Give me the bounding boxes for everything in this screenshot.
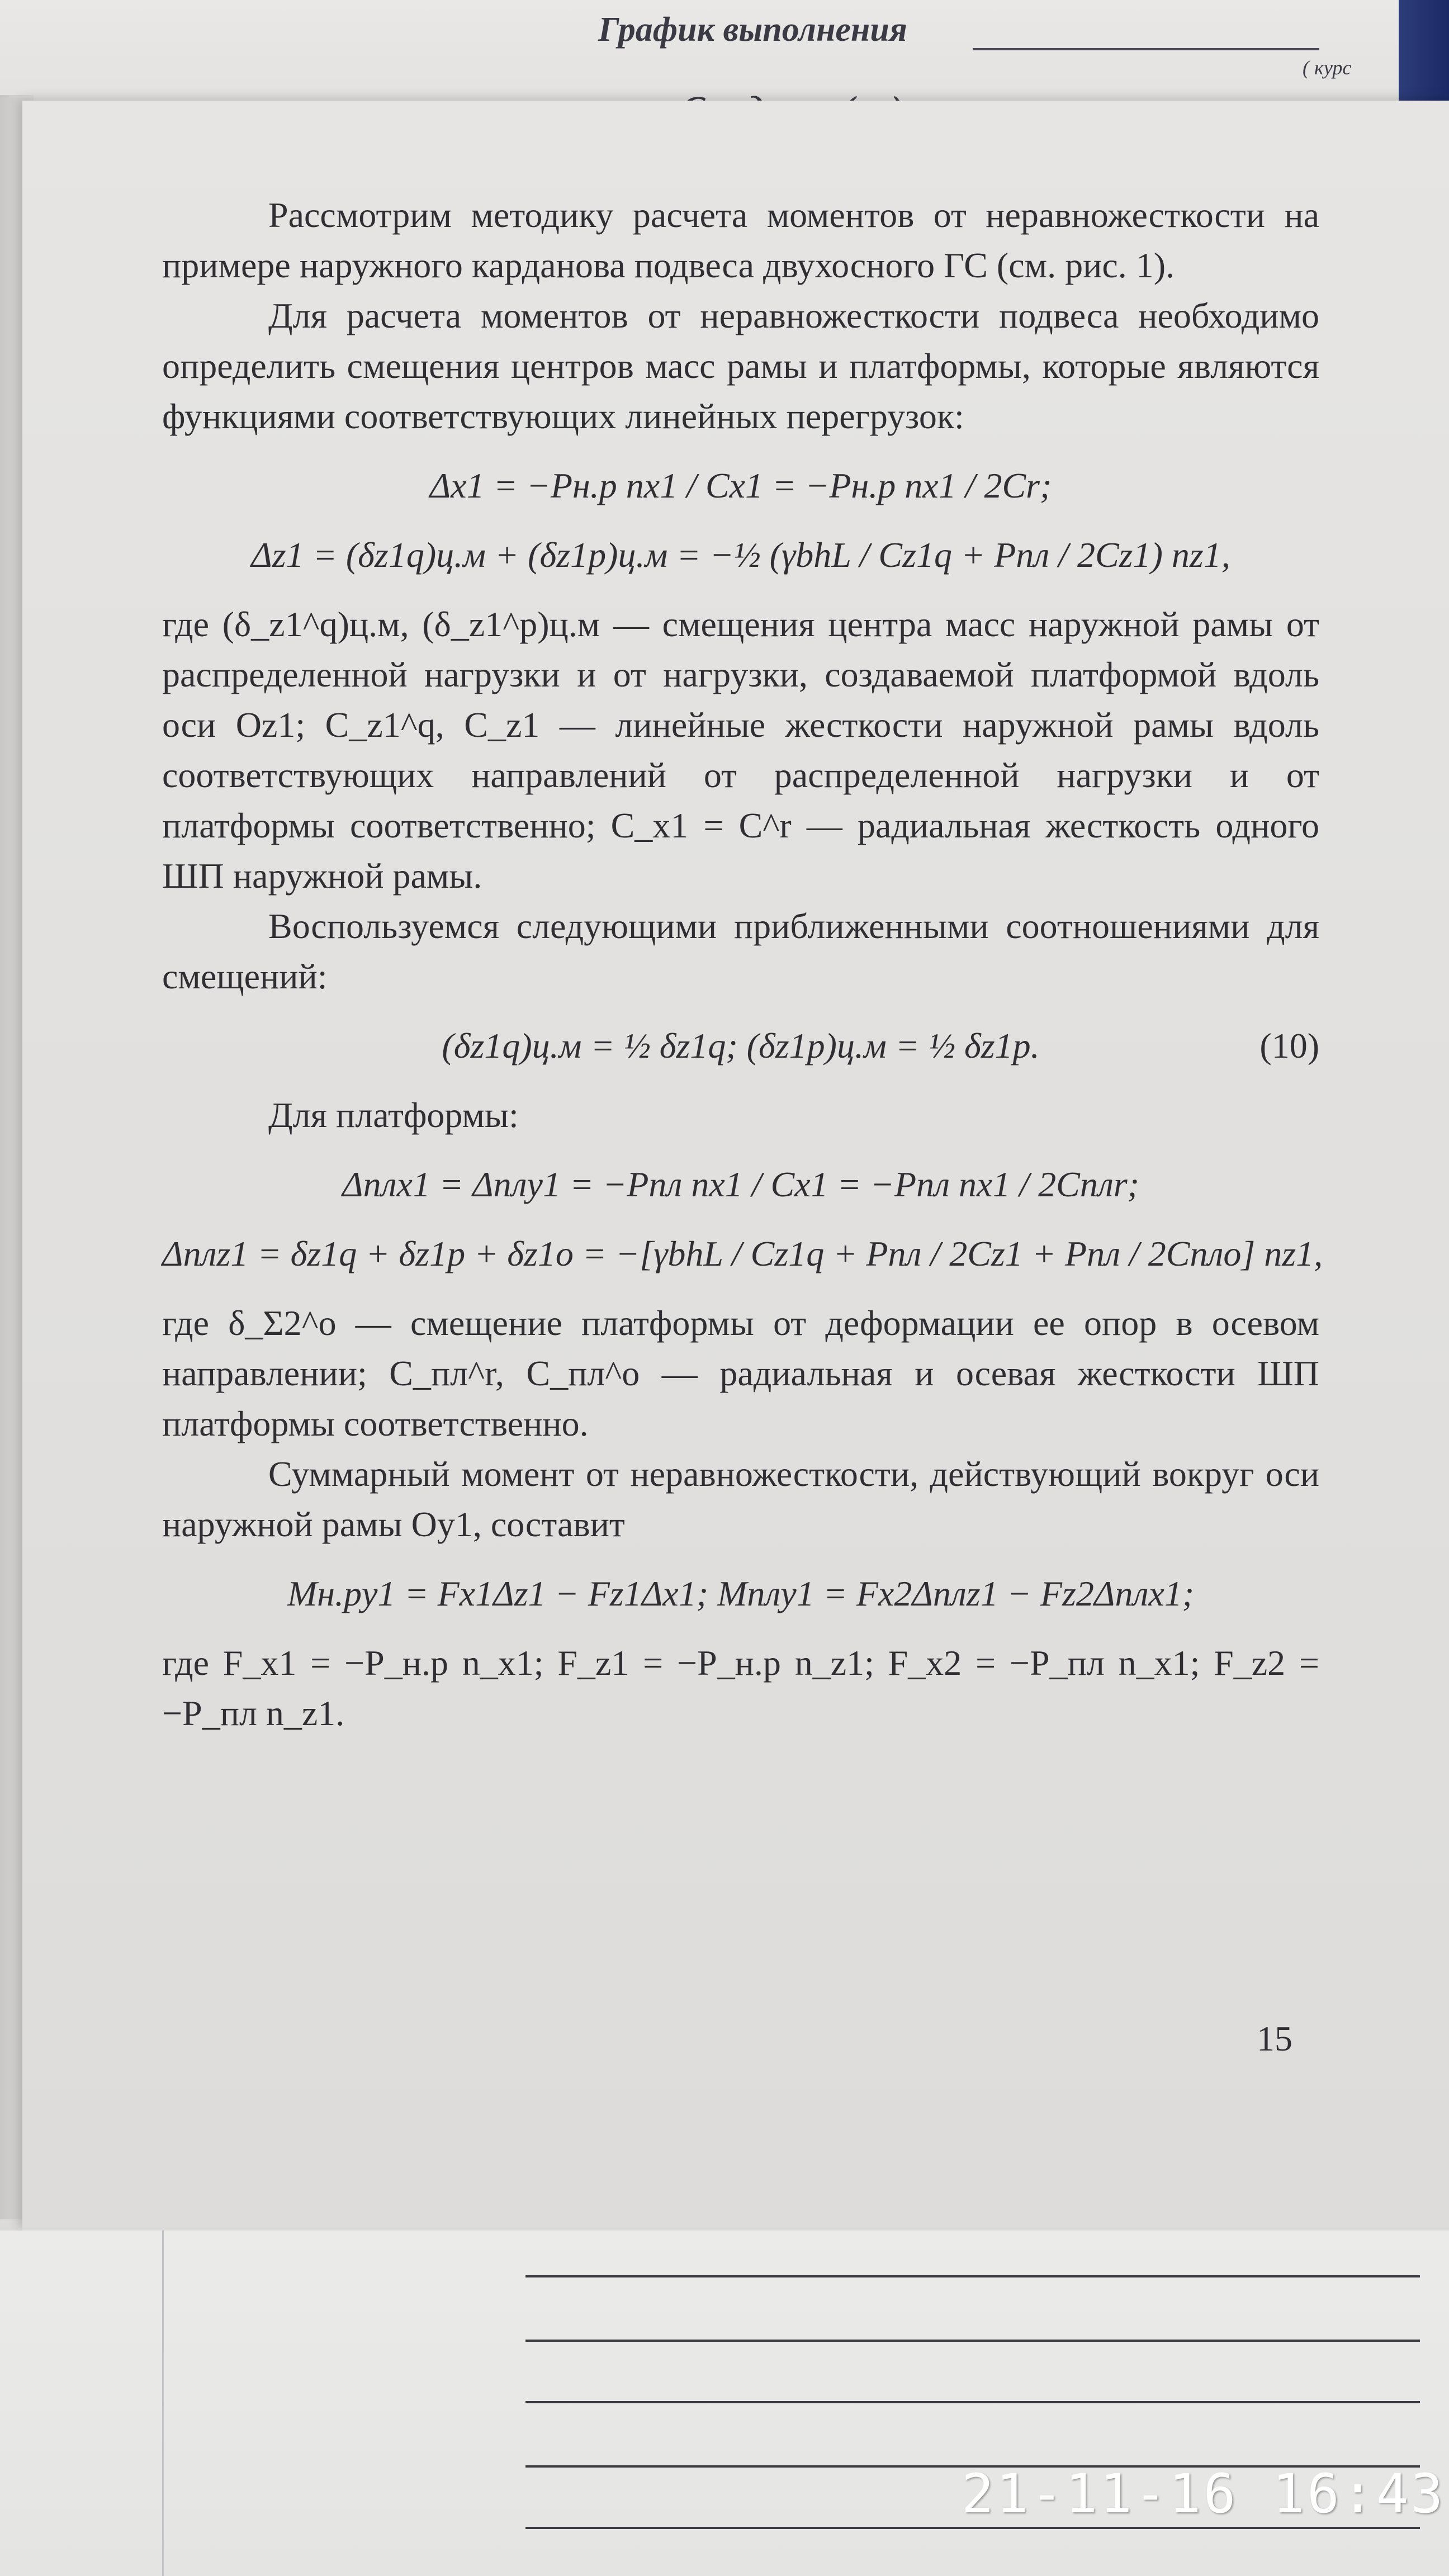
ruled-line xyxy=(525,2527,1420,2529)
formula-10 xyxy=(162,1021,1319,1071)
paragraph-method: Для расчета моментов от неравножесткости подвеса необходимо определить смещения центров масс рамы и платформы, которые являются функциями соответствующих линейных перегрузок: xyxy=(162,296,1319,436)
ruled-line xyxy=(525,2275,1420,2277)
photo-timestamp: 21-11-16 16:43 xyxy=(962,2463,1446,2525)
formula-delta-plz1: Δплz1 = δz1q + δz1p + δz1o = −[γbhL / Cz1q + Pпл / 2Cz1 + Pпл / 2Cплo] nz1, xyxy=(162,1234,1323,1273)
schedule-title: График выполнения xyxy=(598,11,907,49)
margin-line xyxy=(162,2231,164,2576)
formula-delta-plx1: Δплx1 = Δплy1 = −Pпл nx1 / Cx1 = −Pпл nx1 / 2Cплr; xyxy=(342,1164,1139,1204)
paragraph-platform-definitions: где δ_Σ2^o — смещение платформы от деформации ее опор в осевом направлении; C_пл^r, C_пл^o — радиальная и осевая жесткости ШП платформы соответственно. xyxy=(162,1303,1319,1443)
formula-moments: Mн.рy1 = Fx1Δz1 − Fz1Δx1; Mплy1 = Fx2Δплz1 − Fz2Δплx1; xyxy=(287,1574,1195,1613)
paragraph-forces: где F_x1 = −P_н.р n_x1; F_z1 = −P_н.р n_z1; F_x2 = −P_пл n_x1; F_z2 = −P_пл n_z1. xyxy=(162,1643,1320,1733)
paragraph-total-moment: Суммарный момент от неравножесткости, действующий вокруг оси наружной рамы Oy1, составит xyxy=(162,1454,1319,1544)
page-text xyxy=(162,190,1323,1739)
page-number: 15 xyxy=(1257,2019,1292,2058)
book-page xyxy=(22,101,1449,2231)
ruled-line xyxy=(525,2340,1420,2342)
paragraph-definitions: где (δ_z1^q)ц.м, (δ_z1^p)ц.м — смещения центра масс наружной рамы от распределенной нагрузки и от нагрузки, создаваемой платформой вдоль оси Oz1; C_z1^q, C_z1 — линейные жесткости наружной рамы вдоль соответствующих направлений от распределенной нагрузки и от платформы соответственно; C_x1 = C^r — радиальная жесткость одного ШП наружной рамы. xyxy=(162,604,1319,896)
formula-delta-z1: Δz1 = (δz1q)ц.м + (δz1p)ц.м = −½ (γbhL / Cz1q + Pпл / 2Cz1) nz1, xyxy=(251,535,1230,575)
formula-10-body: (δz1q)ц.м = ½ δz1q; (δz1p)ц.м = ½ δz1p. xyxy=(442,1026,1040,1066)
paragraph-intro: Рассмотрим методику расчета моментов от неравножесткости на примере наружного карданова подвеса двухосного ГС (см. рис. 1). xyxy=(162,195,1319,285)
paragraph-approx: Воспользуемся следующими приближенными соотношениями для смещений: xyxy=(162,906,1319,996)
formula-delta-x1: Δx1 = −Pн.р nx1 / Cx1 = −Pн.р nx1 / 2Cr; xyxy=(429,466,1052,505)
ruled-line xyxy=(525,2401,1420,2403)
paragraph-platform: Для платформы: xyxy=(268,1095,519,1135)
course-note: ( курс xyxy=(1303,56,1352,79)
title-underline xyxy=(973,48,1319,50)
equation-number: (10) xyxy=(1259,1026,1319,1066)
